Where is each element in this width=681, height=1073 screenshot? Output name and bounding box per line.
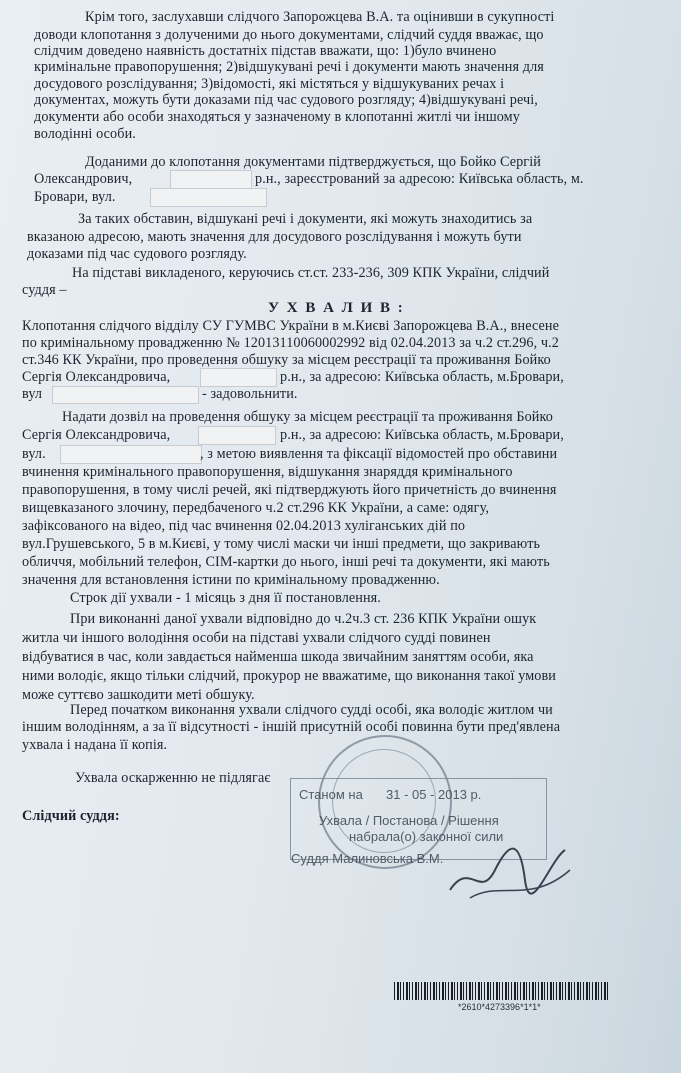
text-line: доводи клопотання з долученими до нього документами, слідчий суддя вважає, що: [34, 27, 544, 43]
text-line: Надати дозвіл на проведення обшуку за місцем реєстрації та проживання Бойко: [62, 409, 553, 425]
text-line: по кримінальному провадженню № 12013110060002992 від 02.04.2013 за ч.2 ст.296, ч.2: [22, 335, 559, 351]
text-line: Сергія Олександровича,: [22, 369, 171, 385]
text-line: кримінальне правопорушення; 2)відшукувані речі і документи мають значення для: [34, 59, 544, 75]
signature: [440, 820, 580, 910]
text-line: вищевказаного злочину, передбаченого ч.2 ст.296 КК України, а саме: одягу,: [22, 500, 490, 516]
text-line: документи або особи знаходяться у зазначеному в клопотанні житлі чи іншому: [34, 109, 520, 125]
text-line: вул.: [22, 446, 46, 462]
signature-label: Слідчий суддя:: [22, 808, 120, 824]
text-line: відбуватися в час, коли завдається найменша шкода звичайним заняттям особи, яка: [22, 649, 534, 665]
redacted-block: [60, 445, 202, 464]
text-line: доказами під час судового розгляду.: [27, 246, 247, 262]
text-line: ст.346 КК України, про проведення обшуку за місцем реєстрації та проживання Бойко: [22, 352, 551, 368]
stamp-line: Ухвала / Постанова / Рішення: [319, 813, 499, 828]
text-line: Бровари, вул.: [34, 189, 116, 205]
text-line: - задовольнити.: [202, 386, 298, 402]
redacted-block: [200, 368, 277, 387]
text-line: обличчя, мобільний телефон, СІМ-картки до нього, інші речі та документи, які мають: [22, 554, 550, 570]
text-line: За таких обставин, відшукані речі і документи, які можуть знаходитись за: [78, 211, 533, 227]
text-line: житла чи іншого володіння особи на підставі ухвали слідчого судді повинен: [22, 630, 491, 646]
redacted-block: [52, 386, 199, 404]
text-line: вул.Грушевського, 5 в м.Києві, у тому числі маски чи інші предмети, що закривають: [22, 536, 541, 552]
text-line: Клопотання слідчого відділу СУ ГУМВС України в м.Києві Запорожцева В.А., внесене: [22, 318, 560, 334]
text-line: Крім того, заслухавши слідчого Запорожцева В.А. та оцінивши в сукупності: [85, 9, 555, 25]
section-title: У Х В А Л И В :: [268, 300, 405, 316]
barcode-number: *2610*4273396*1*1*: [458, 1002, 541, 1012]
text-line: Доданими до клопотання документами підтверджується, що Бойко Сергій: [85, 154, 541, 170]
redacted-block: [198, 426, 276, 445]
text-line: документах, можуть бути доказами під час судового розгляду; 4)відшукувані речі,: [34, 92, 538, 108]
text-line: значення для встановлення істини по кримінальному провадженню.: [22, 572, 440, 588]
text-line: ними володіє, якщо тільки слідчий, прокурор не вважатиме, що виконання такої умови: [22, 668, 556, 684]
text-line: зафіксованого на відео, під час вчинення 02.04.2013 хуліганських дій по: [22, 518, 466, 534]
text-line: вчинення кримінального правопорушення, відшукання знаряддя кримінального: [22, 464, 513, 480]
redacted-block: [170, 170, 252, 189]
text-line: р.н., за адресою: Київська область, м.Бровари,: [280, 369, 564, 385]
text-line: вказаною адресою, мають значення для досудового розслідування і можуть бути: [27, 229, 522, 245]
text-line: , з метою виявлення та фіксації відомостей про обставини: [200, 446, 558, 462]
text-line: ухвала і надана її копія.: [22, 737, 168, 753]
text-line: р.н., за адресою: Київська область, м.Бровари,: [280, 427, 564, 443]
text-line: може суттєво зашкодити меті обшуку.: [22, 687, 255, 703]
text-line: Сергія Олександровича,: [22, 427, 171, 443]
text-line: Ухвала оскарженню не підлягає: [75, 770, 271, 786]
text-line: правопорушення, в тому числі речей, які підтверджують його причетність до вчинення: [22, 482, 557, 498]
text-line: Олександрович,: [34, 171, 133, 187]
text-line: На підставі викладеного, керуючись ст.ст. 233-236, 309 КПК України, слідчий: [72, 265, 550, 281]
text-line: суддя –: [22, 282, 67, 298]
text-line: При виконанні даної ухвали відповідно до ч.2ч.3 ст. 236 КПК України ошук: [70, 611, 537, 627]
text-line: досудового розслідування; 3)відомості, які містяться у відшукуваних речах і: [34, 76, 505, 92]
stamp-line: Станом на: [299, 787, 363, 802]
text-line: володінні особи.: [34, 126, 136, 142]
redacted-block: [150, 188, 267, 207]
stamp-line: Суддя Малиновська В.М.: [291, 851, 444, 866]
text-line: вул: [22, 386, 43, 402]
text-line: Перед початком виконання ухвали слідчого судді особі, яка володіє житлом чи: [70, 702, 553, 718]
stamp-date: 31 - 05 - 2013 р.: [386, 787, 482, 802]
text-line: р.н., зареєстрований за адресою: Київська область, м.: [255, 171, 584, 187]
text-line: іншим володінням, а за її відсутності - іншій присутній особі повинна бути пред'явлена: [22, 719, 561, 735]
text-line: Строк дії ухвали - 1 місяць з дня її постановлення.: [70, 590, 381, 606]
text-line: слідчим доведено наявність достатніх підстав вважати, що: 1)було вчинено: [34, 43, 497, 59]
barcode: [394, 982, 609, 1000]
stamp-line: набрала(о) законної сили: [349, 829, 504, 844]
